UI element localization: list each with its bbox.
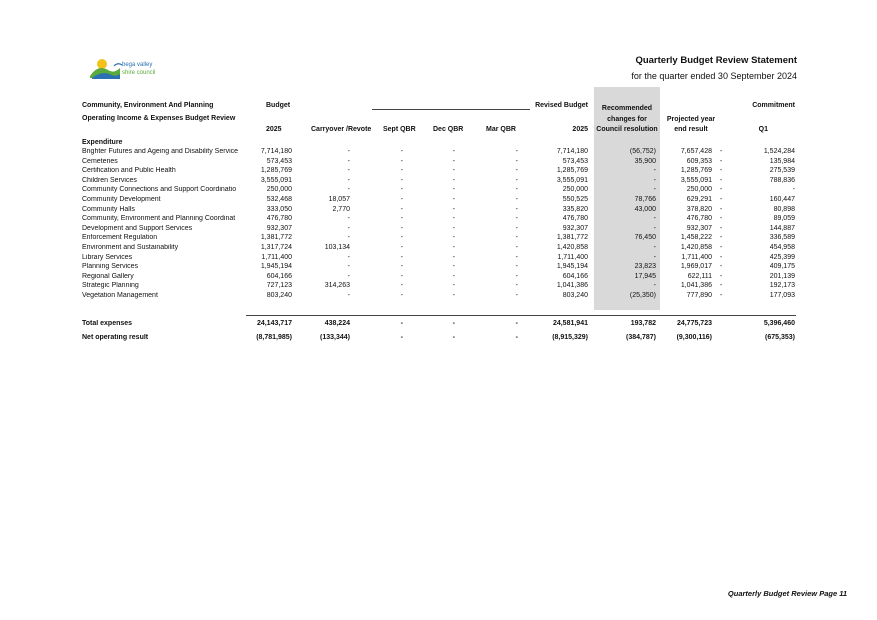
cell-mar: - (515, 244, 518, 251)
cell-q1: 788,836 (769, 176, 795, 184)
cell-mar: - (515, 205, 518, 213)
cell-mar: - (515, 272, 518, 280)
cell-revised: 1,041,386 (556, 282, 588, 290)
cell-budget: 573,453 (266, 157, 292, 165)
cell-rec: 35,900 (634, 157, 656, 165)
cell-q1: 5,396,460 (763, 320, 795, 327)
cell-dec: - (452, 282, 455, 290)
cell-proj: 1,420,858 (680, 244, 712, 251)
cell-q1: 177,093 (769, 292, 795, 299)
statement-title: Quarterly Budget Review Statement (635, 55, 797, 66)
cell-rec: - (653, 176, 656, 184)
council-logo (88, 56, 170, 80)
projected-header-line2: end result (674, 126, 708, 133)
col-sept-qbr: Sept QBR (383, 126, 416, 133)
statement-title-block (631, 55, 797, 82)
cell-carry: - (347, 292, 350, 299)
cell-budget: 24,143,717 (256, 320, 292, 327)
cell-name: Strategic Planning (82, 282, 139, 290)
cell-revised: 803,240 (562, 292, 588, 299)
col-dec-qbr: Dec QBR (433, 126, 464, 133)
cell-dec: - (452, 272, 455, 280)
cell-dec: - (452, 157, 455, 165)
cell-mar: - (515, 186, 518, 194)
cell-carry: 18,057 (328, 196, 350, 203)
cell-q1: 425,399 (769, 253, 795, 261)
cell-carry: 2,770 (332, 205, 350, 213)
cell-dash: - (719, 167, 723, 175)
cell-proj: 622,111 (687, 272, 712, 280)
cell-revised: 1,711,400 (557, 253, 588, 261)
cell-dash: - (719, 272, 723, 280)
cell-proj: 24,775,723 (676, 320, 712, 327)
cell-proj: 378,820 (686, 205, 712, 213)
cell-sept: - (400, 205, 403, 213)
cell-sept: - (400, 167, 403, 175)
page-footer: Quarterly Budget Review Page 11 (727, 589, 847, 598)
cell-carry: - (347, 157, 350, 165)
cell-dash: - (719, 215, 723, 223)
cell-dec: - (452, 253, 455, 261)
cell-carry: 314,263 (324, 282, 350, 290)
cell-carry: - (347, 215, 350, 223)
cell-dash: - (719, 186, 723, 194)
cell-q1: 80,898 (773, 205, 795, 213)
cell-name: Regional Gallery (82, 272, 134, 280)
cell-q1: 160,447 (769, 196, 795, 203)
cell-sept: - (400, 253, 403, 261)
cell-mar: - (515, 234, 518, 242)
cell-rec: 76,450 (634, 234, 656, 242)
cell-dec: - (452, 196, 455, 203)
cell-name: Community, Environment and Planning Coordinat (82, 215, 236, 223)
cell-mar: - (515, 333, 518, 341)
cell-budget: 333,050 (266, 205, 292, 213)
cell-sept: - (400, 224, 403, 232)
cell-budget: 532,468 (266, 196, 292, 203)
cell-mar: - (515, 320, 518, 327)
cell-rec: - (653, 282, 656, 290)
cell-rec: 23,823 (634, 263, 656, 271)
cell-sept: - (400, 196, 403, 203)
cell-revised: 550,525 (562, 196, 588, 203)
cell-revised: 3,555,091 (556, 176, 588, 184)
cell-mar: - (515, 224, 518, 232)
cell-dec: - (452, 176, 455, 184)
cell-sept: - (400, 157, 403, 165)
cell-carry: - (347, 148, 350, 155)
cell-carry: - (347, 224, 350, 232)
cell-sept: - (400, 263, 403, 271)
cell-dash: - (719, 282, 723, 290)
cell-name: Community Halls (82, 205, 135, 213)
cell-name: Planning Services (82, 263, 139, 271)
cell-budget: 1,381,772 (260, 234, 292, 242)
cell-dash: - (719, 157, 723, 165)
cell-name: Net operating result (82, 333, 149, 341)
cell-dash: - (719, 148, 723, 155)
cell-rec: 193,782 (630, 320, 656, 327)
cell-revised: 7,714,180 (556, 148, 588, 155)
cell-sept: - (400, 282, 403, 290)
cell-dash: - (719, 244, 723, 251)
cell-name: Environment and Sustainability (82, 244, 179, 251)
cell-revised: 250,000 (562, 186, 588, 194)
cell-dec: - (452, 244, 455, 251)
cell-revised: (8,915,329) (552, 333, 588, 341)
totals-separator (246, 315, 796, 316)
cell-proj: 1,458,222 (680, 234, 712, 242)
qbr-header-line (372, 109, 530, 110)
cell-rec: - (653, 224, 656, 232)
cell-q1: 1,524,284 (763, 148, 795, 155)
cell-q1: 135,984 (769, 157, 795, 165)
cell-dec: - (452, 148, 455, 155)
col-budget-2025: 2025 (266, 126, 282, 133)
cell-budget: 604,166 (266, 272, 292, 280)
col-revised-2025: 2025 (572, 126, 588, 133)
cell-proj: 1,285,769 (680, 167, 712, 175)
logo-mark-icon (88, 56, 170, 80)
cell-sept: - (400, 244, 403, 251)
cell-name: Enforcement Regulation (82, 234, 158, 242)
cell-dash: - (719, 253, 723, 261)
recommended-header-line3: Council resolution (596, 126, 658, 133)
cell-revised: 1,285,769 (556, 167, 588, 175)
cell-sept: - (400, 292, 403, 299)
cell-rec: 17,945 (634, 272, 656, 280)
cell-q1: 144,887 (769, 224, 795, 232)
cell-revised: 1,420,858 (556, 244, 588, 251)
cell-carry: - (347, 167, 350, 175)
cell-dash: - (719, 176, 723, 184)
cell-revised: 1,945,194 (556, 263, 588, 271)
cell-dec: - (452, 292, 455, 299)
revised-col-header: Revised Budget (535, 102, 588, 109)
cell-budget: 250,000 (266, 186, 292, 194)
cell-q1: 275,539 (769, 167, 795, 175)
cell-budget: (8,781,985) (256, 333, 292, 341)
cell-budget: 803,240 (266, 292, 292, 299)
cell-proj: 476,780 (686, 215, 712, 223)
cell-q1: (675,353) (765, 333, 795, 341)
cell-budget: 1,317,724 (260, 244, 292, 251)
cell-mar: - (515, 157, 518, 165)
cell-mar: - (515, 253, 518, 261)
cell-budget: 3,555,091 (260, 176, 292, 184)
cell-dash: - (719, 263, 723, 271)
cell-name: Brighter Futures and Ageing and Disability Service (82, 148, 239, 155)
cell-name: Children Services (82, 176, 137, 184)
budget-col-header: Budget (266, 102, 291, 109)
cell-proj: 609,353 (686, 157, 712, 165)
section-title: Community, Environment And Planning (82, 102, 214, 109)
cell-revised: 1,381,772 (556, 234, 588, 242)
cell-mar: - (515, 263, 518, 271)
cell-sept: - (400, 333, 403, 341)
cell-revised: 932,307 (562, 224, 588, 232)
expenditure-label: Expenditure (82, 139, 123, 146)
cell-carry: - (347, 253, 350, 261)
cell-proj: 1,041,386 (680, 282, 712, 290)
cell-proj: 3,555,091 (680, 176, 712, 184)
cell-dash: - (719, 205, 723, 213)
cell-carry: (133,344) (320, 333, 350, 341)
cell-name: Development and Support Services (82, 224, 193, 232)
cell-proj: 932,307 (686, 224, 712, 232)
cell-q1: 336,589 (769, 234, 795, 242)
svg-text:bega valley: bega valley (122, 62, 153, 68)
statement-period: for the quarter ended 30 September 2024 (631, 71, 797, 81)
cell-proj: 1,711,400 (681, 253, 712, 261)
cell-proj: 777,890 (686, 292, 712, 299)
section-subtitle: Operating Income & Expenses Budget Review (82, 115, 236, 122)
cell-name: Community Development (82, 196, 161, 203)
cell-budget: 932,307 (266, 224, 292, 232)
cell-name: Certification and Public Health (82, 167, 176, 175)
cell-proj: 250,000 (686, 186, 712, 194)
cell-rec: - (653, 186, 656, 194)
cell-proj: 7,657,428 (680, 148, 712, 155)
cell-name: Library Services (82, 253, 133, 261)
svg-text:shire council: shire council (122, 70, 156, 76)
cell-carry: 438,224 (324, 320, 350, 327)
cell-carry: - (347, 234, 350, 242)
cell-name: Cemeteries (82, 157, 118, 165)
cell-carry: - (347, 176, 350, 184)
cell-mar: - (515, 292, 518, 299)
cell-rec: (384,787) (626, 333, 656, 341)
cell-dec: - (452, 186, 455, 194)
cell-sept: - (400, 320, 403, 327)
col-carryover: Carryover /Revote (311, 126, 372, 133)
cell-dec: - (452, 263, 455, 271)
recommended-header-line1: Recommended (601, 105, 653, 112)
cell-name: Total expenses (82, 320, 133, 327)
cell-revised: 476,780 (562, 215, 588, 223)
cell-budget: 7,714,180 (260, 148, 292, 155)
cell-budget: 1,711,400 (261, 253, 292, 261)
cell-dash: - (719, 196, 723, 203)
cell-dec: - (452, 205, 455, 213)
cell-revised: 335,820 (562, 205, 588, 213)
cell-carry: - (347, 272, 350, 280)
projected-header-line1: Projected year (666, 116, 716, 123)
cell-budget: 1,285,769 (260, 167, 292, 175)
cell-dash: - (719, 234, 723, 242)
cell-dash: - (719, 292, 723, 299)
cell-q1: 192,173 (769, 282, 795, 290)
cell-budget: 1,945,194 (260, 263, 292, 271)
cell-rec: 78,766 (634, 196, 656, 203)
cell-dec: - (452, 320, 455, 327)
cell-mar: - (515, 148, 518, 155)
cell-rec: (25,350) (629, 292, 656, 299)
col-mar-qbr: Mar QBR (486, 126, 516, 133)
cell-sept: - (400, 234, 403, 242)
cell-revised: 24,581,941 (552, 320, 588, 327)
cell-sept: - (400, 215, 403, 223)
cell-sept: - (400, 186, 403, 194)
cell-carry: - (347, 186, 350, 194)
cell-dash: - (719, 224, 723, 232)
cell-rec: 43,000 (634, 205, 656, 213)
cell-proj: (9,300,116) (676, 333, 712, 341)
cell-proj: 1,969,017 (680, 263, 712, 271)
cell-mar: - (515, 215, 518, 223)
recommended-header-line2: changes for (607, 116, 647, 123)
cell-dec: - (452, 333, 455, 341)
cell-rec: - (653, 167, 656, 175)
cell-q1: 454,958 (769, 244, 795, 251)
cell-rec: - (653, 253, 656, 261)
cell-proj: 629,291 (686, 196, 712, 203)
col-q1: Q1 (758, 126, 768, 133)
cell-dec: - (452, 234, 455, 242)
cell-mar: - (515, 167, 518, 175)
cell-q1: 201,139 (769, 272, 795, 280)
cell-revised: 573,453 (562, 157, 588, 165)
cell-mar: - (515, 176, 518, 184)
cell-rec: - (653, 215, 656, 223)
cell-name: Community Connections and Support Coordinatio (82, 186, 237, 194)
cell-rec: - (653, 244, 656, 251)
commitment-col-header: Commitment (752, 102, 795, 109)
cell-revised: 604,166 (562, 272, 588, 280)
cell-sept: - (400, 272, 403, 280)
cell-budget: 727,123 (266, 282, 292, 290)
cell-sept: - (400, 176, 403, 184)
cell-mar: - (515, 282, 518, 290)
cell-dec: - (452, 167, 455, 175)
cell-dec: - (452, 224, 455, 232)
cell-sept: - (400, 148, 403, 155)
cell-q1: 89,059 (773, 215, 795, 223)
cell-mar: - (515, 196, 518, 203)
cell-budget: 476,780 (266, 215, 292, 223)
cell-carry: 103,134 (324, 244, 350, 251)
cell-q1: 409,175 (769, 263, 795, 271)
cell-q1: - (792, 186, 795, 194)
cell-carry: - (347, 263, 350, 271)
cell-name: Vegetation Management (82, 292, 158, 299)
cell-dec: - (452, 215, 455, 223)
cell-rec: (56,752) (629, 148, 656, 155)
